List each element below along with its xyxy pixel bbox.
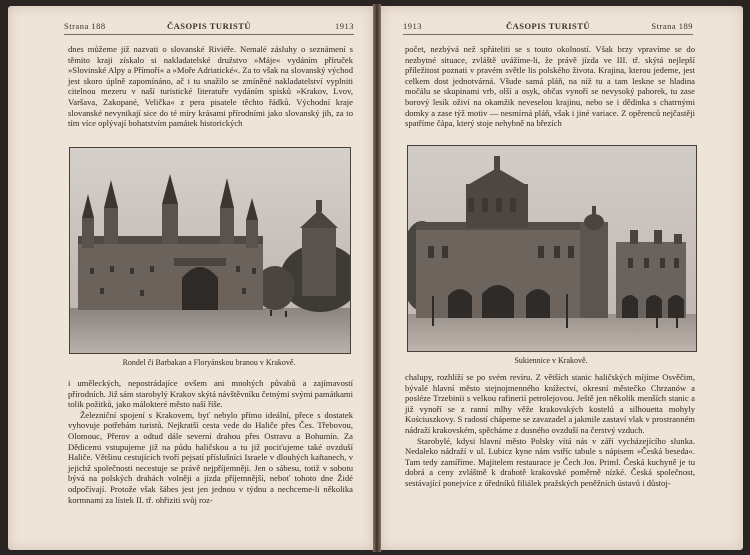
left-top-paragraph: [68, 44, 353, 129]
right-bottom-text: [405, 372, 695, 489]
left-bottom-text: [68, 378, 353, 505]
right-page: [381, 6, 743, 550]
left-bottom-text-0: i uměleckých, nepostrádajíce ovšem ani mnohých půvabů a zajímavostí přírodních. Již sám starobylý Krakov skýtá návštěvníku četnými svými památkami tolik požitků, jako málokteré město naší říše.: [68, 378, 353, 410]
left-year: 1913: [335, 21, 354, 31]
book-gutter: [373, 4, 381, 552]
right-page-number: Strana 189: [651, 21, 693, 31]
left-page-number: Strana 188: [64, 21, 106, 31]
cloth-hall-photo: [407, 145, 697, 352]
right-running-header: [403, 20, 693, 35]
left-bottom-text-1: Železniční spojení s Krakovem, byť nebylo přímo ideální, přece s dostatek vyhovuje potřebám turistů. Nejkratší cesta vede do Haliče přes Čes. Třebovou, Olomouc, Přerov a odtud dále severní drahou přes Ostravu a Bohumín. Za Dědicemi vstupujeme již na půdu haličskou a tu již pociťujeme také ovzduší Haliče. Většinu cestujících tvoří pejsatí příslušníci Israele v dlouhých kaftanech, v jejichž společnosti necestuje se právě nejpříjemněji. Jen o sábesu, totiž v sobotu bývá na polských drahách volněji a jízda příjemnější, neboť tohoto dne Židé odpočívají. Protože však šábes jest jen jednou v týdnu a nechceme-li několika kormnami za lístek II. tř. ohřiziti svůj roz-: [68, 409, 353, 505]
left-page: [8, 6, 373, 550]
left-top-text-0: dnes můžeme již nazvati o slovanské Riviéře. Nemalé zásluhy o seznámení s těmito kraji získalo si nakladatelské družstvo »Máje« vydáním příruček »Slovinské Alpy a Přímoří« a »Moře Adriatické«. Za to však na slovanský východ jest skoro úplně zapomínáno, ač i tu snažilo se zmíněné nakladatelství vyplniti citelnou mezeru v naší turistické literatuře vydáním spisků »Krakov, Lvov, Varšava, Zakopané, Velička« z pera pisatele těchto řádků. Východní kraje slovanské nevynikají sice do té míry krásami přírodními jako slovanský jih, za to tím více oplývají bohatstvím památek historických: [68, 44, 353, 129]
right-bottom-text-1: Starobylé, kdysi hlavní město Polsky vítá nás v září vycházejícího slunka. Nedaleko nádraží v ul. Lubicz kyne nám vstříc tabule s nápisem »Česká beseda«. Tam tedy zamíříme. Majitelem restaurace je Čech Jos. Priml. Česká kuchyně je tu dobrá a ceny zvláštně k drahotě krakovské poměrně nízké. Česká společnost, sestávající ponejvíce z úředníků filiálek pražských peněžních ústavů i důstoj-: [405, 435, 695, 488]
barbican-photo: [69, 147, 351, 354]
left-running-header: [64, 20, 354, 35]
left-photo-caption: Rondel či Barbakan a Floryánskou branou v Krakově.: [122, 358, 296, 367]
right-top-paragraph: [405, 44, 695, 129]
right-bottom-text-0: chalupy, rozhlíží se po svém revíru. Z větších stanic haličských míjíme Osvěčim, bývalé hlavní město stejnojmenného knížectví, okresní městečko Chrzanów a posléze Trzebinii s velkou rafinerií petrolejovou. Ještě jen několik menších stanic a již vynoří se z ranní mlhy věže krakovských kostelů a silhouetta mohyly Kościuszkovy. S radostí chápeme se zavazadel a jakmile zastaví vlak v prostranném nádraží krakovském, spěcháme z dusného ovzduší na čerstvý vzduch.: [405, 372, 695, 435]
right-journal-title: ČASOPIS TURISTŮ: [505, 21, 591, 31]
right-top-text-0: počet, nezbývá než spřáteliti se s touto okolností. Však brzy vpravíme se do nezbytné situace, zvláště uvážíme-li, že právě jízda ve III. tř. skýtá nejlepší příležitost poznati v pravém světle lis polského života. Krajina, kterou jedeme, jest celkem dost jednotvárná. Všude samá pláň, na níž tu a tam leskne se hladina močálu se skupinami vrb, olší a osyk, občas vynoří se nevysoký pahorek, tu zase borový lesík oživí na okamžik neveselou krajinu, nebo se i dědinka s chatrnými domky a zase týž motiv — nesmírná pláň, však i jiné variace. Z opěrenců nejčastěji spatříme čápa, který stoje nehybně na březích: [405, 44, 695, 129]
right-photo-caption: Sukiennice v Krakově.: [514, 356, 588, 365]
right-year: 1913: [403, 21, 422, 31]
left-journal-title: ČASOPIS TURISTŮ: [166, 21, 252, 31]
